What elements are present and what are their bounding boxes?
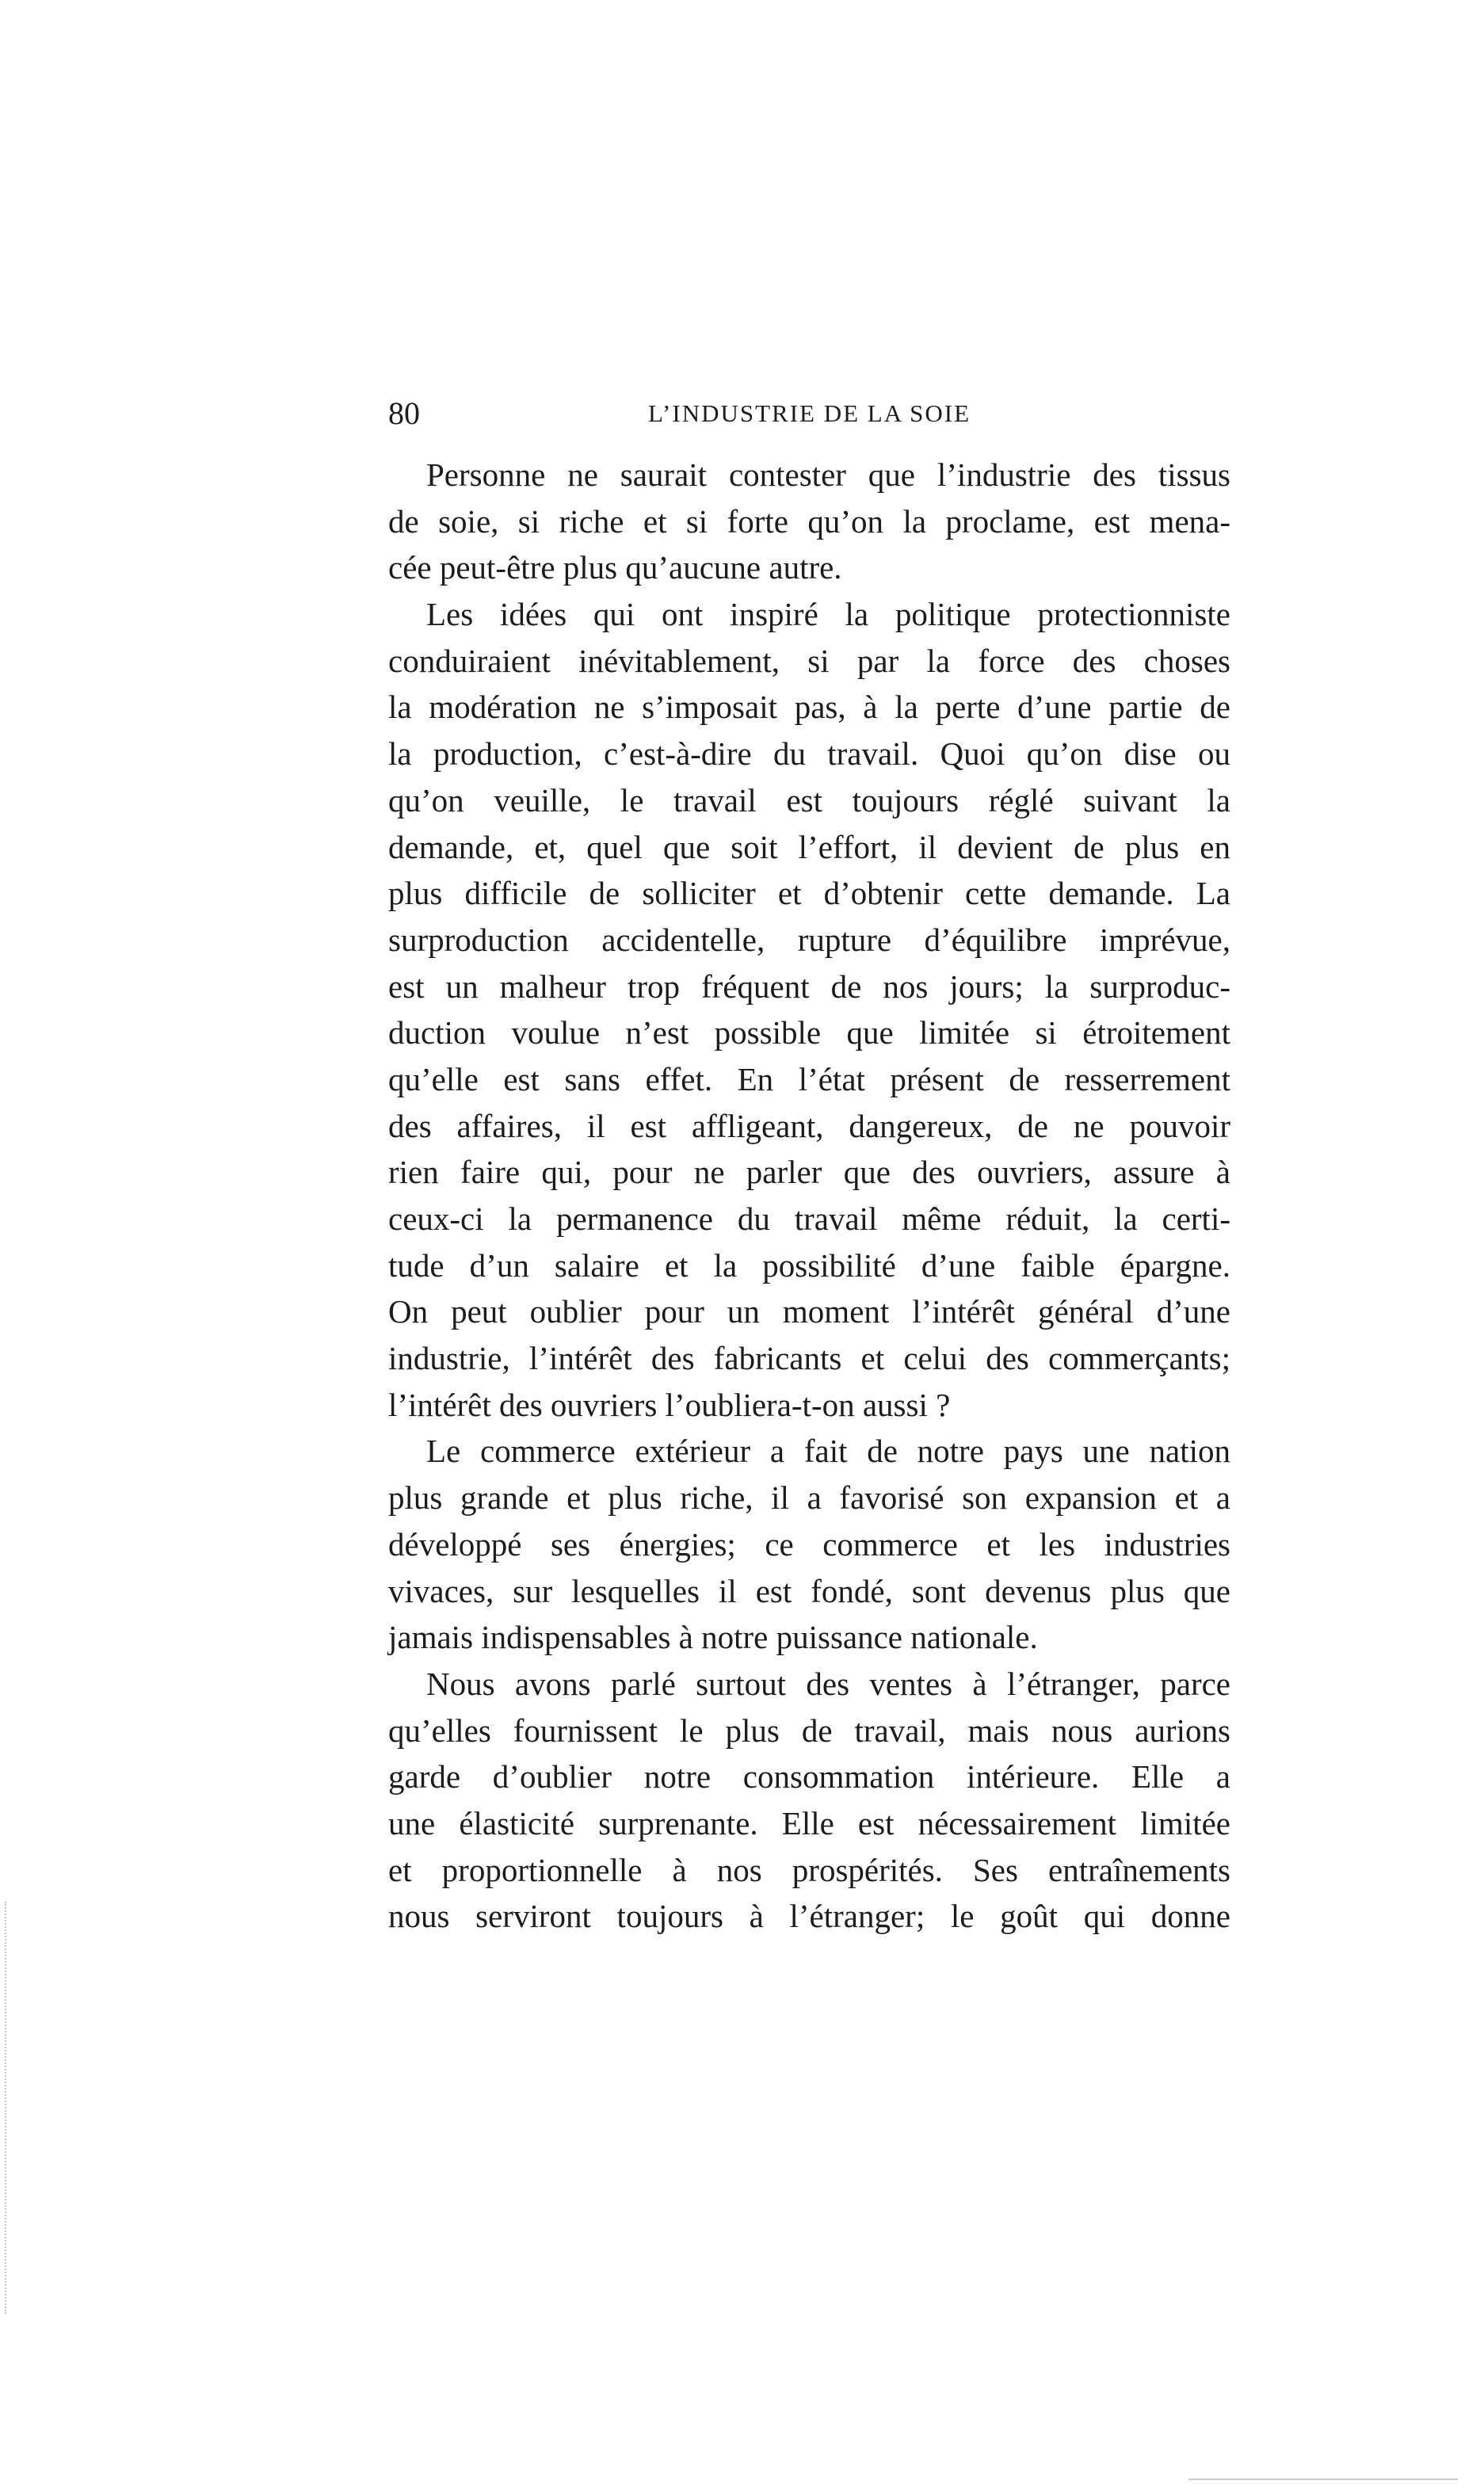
text-line: surproduction accidentelle, rupture d’équilibre imprévue, (388, 921, 1230, 958)
text-line: tude d’un salaire et la possibilité d’une faible épargne. (388, 1246, 1230, 1284)
text-line: plus difficile de solliciter et d’obtenir cette demande. La (388, 875, 1230, 912)
text-line: et proportionnelle à nos prospérités. Ses entraînements (388, 1851, 1230, 1888)
text-line: Personne ne saurait contester que l’industrie des tissus (426, 456, 1230, 493)
running-title: L’INDUSTRIE DE LA SOIE (647, 399, 971, 427)
text-line: Nous avons parlé surtout des ventes à l’étranger, parce (426, 1665, 1230, 1702)
text-line: une élasticité surprenante. Elle est nécessairement limitée (388, 1804, 1230, 1841)
text-line: est un malheur trop fréquent de nos jours; la surproduc- (388, 967, 1230, 1005)
text-line: la production, c’est-à-dire du travail. Quoi qu’on dise ou (388, 735, 1230, 773)
text-line: nous serviront toujours à l’étranger; le goût qui donne (388, 1898, 1230, 1935)
text-line: On peut oublier pour un moment l’intérêt général d’une (388, 1293, 1230, 1330)
text-line: qu’on veuille, le travail est toujours réglé suivant la (388, 781, 1230, 819)
text-line: l’intérêt des ouvriers l’oubliera-t-on aussi ? (388, 1386, 951, 1423)
text-line: garde d’oublier notre consommation intérieure. Elle a (388, 1758, 1230, 1796)
text-line: Les idées qui ont inspiré la politique protectionniste (426, 596, 1230, 633)
scan-edge-left (5, 1902, 8, 2314)
text-line: Le commerce extérieur a fait de notre pays une nation (426, 1433, 1230, 1470)
text-line: qu’elle est sans effet. En l’état présent de resserrement (388, 1060, 1230, 1097)
running-head (388, 390, 1230, 437)
text-line: rien faire qui, pour ne parler que des ouvriers, assure à (388, 1154, 1230, 1191)
text-line: ceux-ci la permanence du travail même réduit, la certi- (388, 1200, 1230, 1237)
text-line: la modération ne s’imposait pas, à la perte d’une partie de (388, 689, 1230, 726)
text-line: plus grande et plus riche, il a favorisé son expansion et a (388, 1479, 1230, 1517)
text-line: conduiraient inévitablement, si par la force des choses (388, 642, 1230, 679)
body-text (388, 452, 1230, 1940)
text-line: vivaces, sur lesquelles il est fondé, sont devenus plus que (388, 1572, 1230, 1609)
text-line: duction voulue n’est possible que limitée si étroitement (388, 1014, 1230, 1051)
scan-edge-bottom (1188, 2479, 1458, 2480)
text-line: développé ses énergies; ce commerce et les industries (388, 1525, 1230, 1563)
text-line: des affaires, il est affligeant, dangereux, de ne pouvoir (388, 1107, 1230, 1144)
text-line: qu’elles fournissent le plus de travail, mais nous aurions (388, 1712, 1230, 1749)
text-line: cée peut-être plus qu’aucune autre. (388, 549, 842, 586)
text-line: industrie, l’intérêt des fabricants et celui des commerçants; (388, 1340, 1230, 1377)
text-line: demande, et, quel que soit l’effort, il devient de plus en (388, 828, 1230, 865)
text-line: de soie, si riche et si forte qu’on la proclame, est mena- (388, 502, 1230, 540)
page-number: 80 (388, 395, 420, 431)
text-line: jamais indispensables à notre puissance nationale. (388, 1619, 1038, 1656)
